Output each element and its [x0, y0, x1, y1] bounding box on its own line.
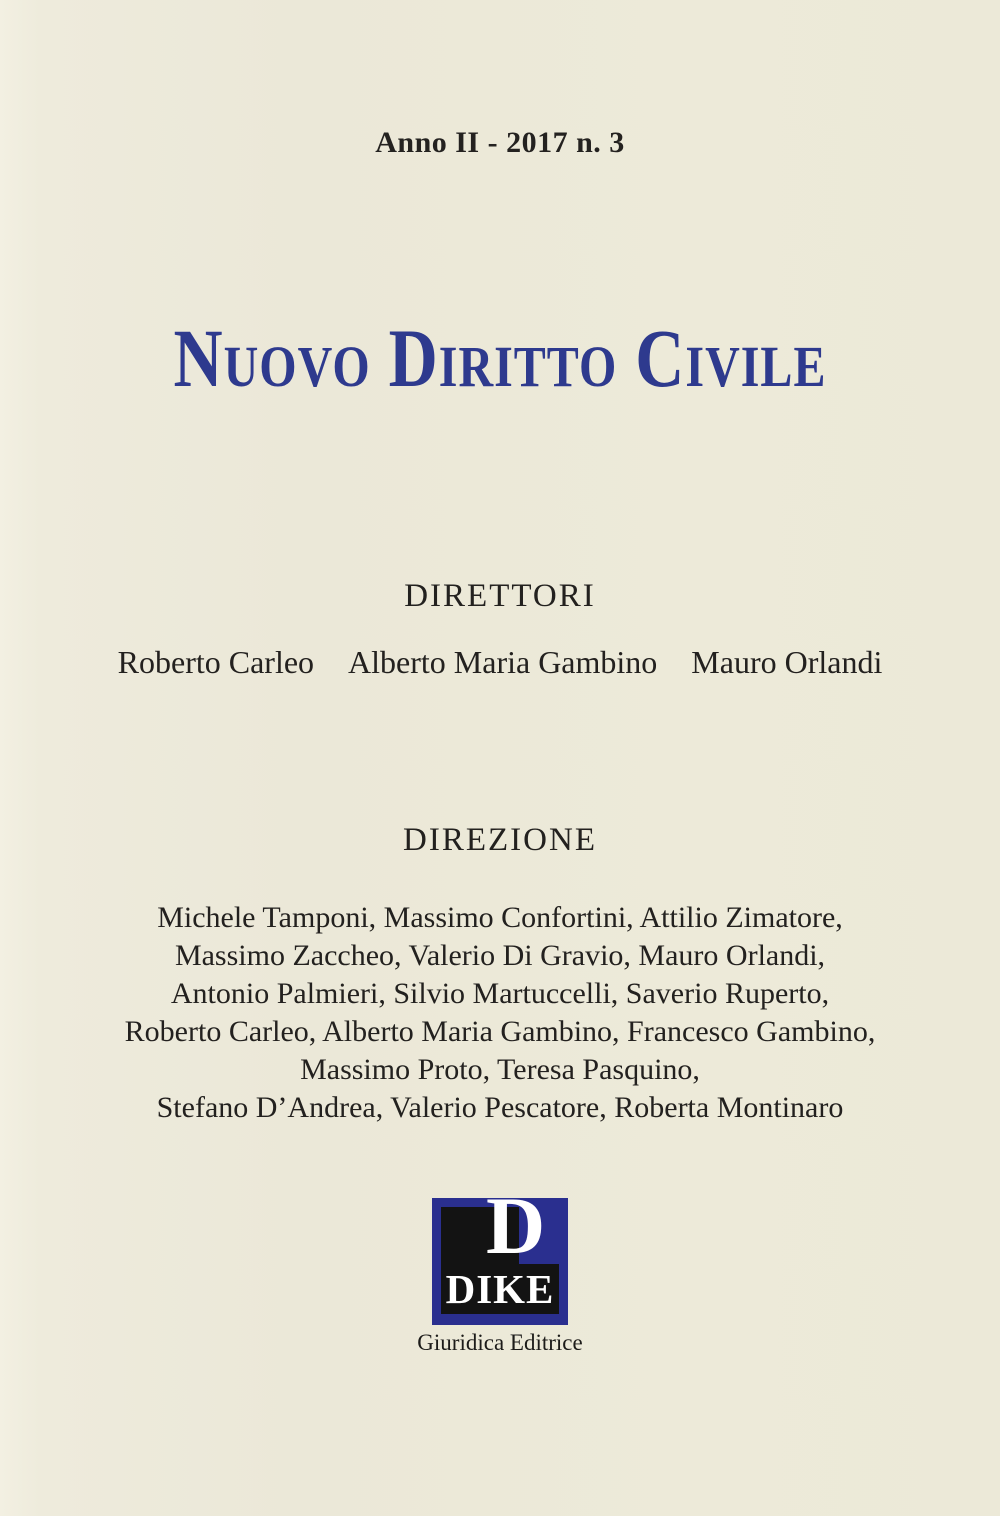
publisher-tagline: Giuridica Editrice [417, 1330, 583, 1355]
direttori-heading: DIRETTORI [404, 578, 596, 614]
direttori-names [0, 644, 1000, 681]
publisher-logo [432, 1180, 568, 1325]
logo-wordmark: DIKE [445, 1266, 555, 1312]
issue-line: Anno II - 2017 n. 3 [375, 126, 625, 159]
direzione-list [0, 899, 1000, 1127]
direzione-line: Stefano D’Andrea, Valerio Pescatore, Roberta Montinaro [156, 1091, 844, 1124]
director-name: Alberto Maria Gambino [348, 644, 658, 680]
logo-letter-d: D [486, 1180, 546, 1271]
journal-title: Nuovo Diritto Civile [173, 311, 827, 405]
direzione-line: Antonio Palmieri, Silvio Martuccelli, Saverio Ruperto, [170, 977, 830, 1010]
director-name: Roberto Carleo [117, 644, 315, 680]
direzione-heading: DIREZIONE [403, 822, 597, 858]
director-name: Mauro Orlandi [691, 644, 883, 680]
direzione-line: Massimo Zaccheo, Valerio Di Gravio, Mauro Orlandi, [174, 939, 826, 972]
direzione-line: Michele Tamponi, Massimo Confortini, Attilio Zimatore, [157, 901, 843, 934]
direzione-line: Massimo Proto, Teresa Pasquino, [300, 1053, 700, 1086]
direzione-line: Roberto Carleo, Alberto Maria Gambino, Francesco Gambino, [124, 1015, 876, 1048]
